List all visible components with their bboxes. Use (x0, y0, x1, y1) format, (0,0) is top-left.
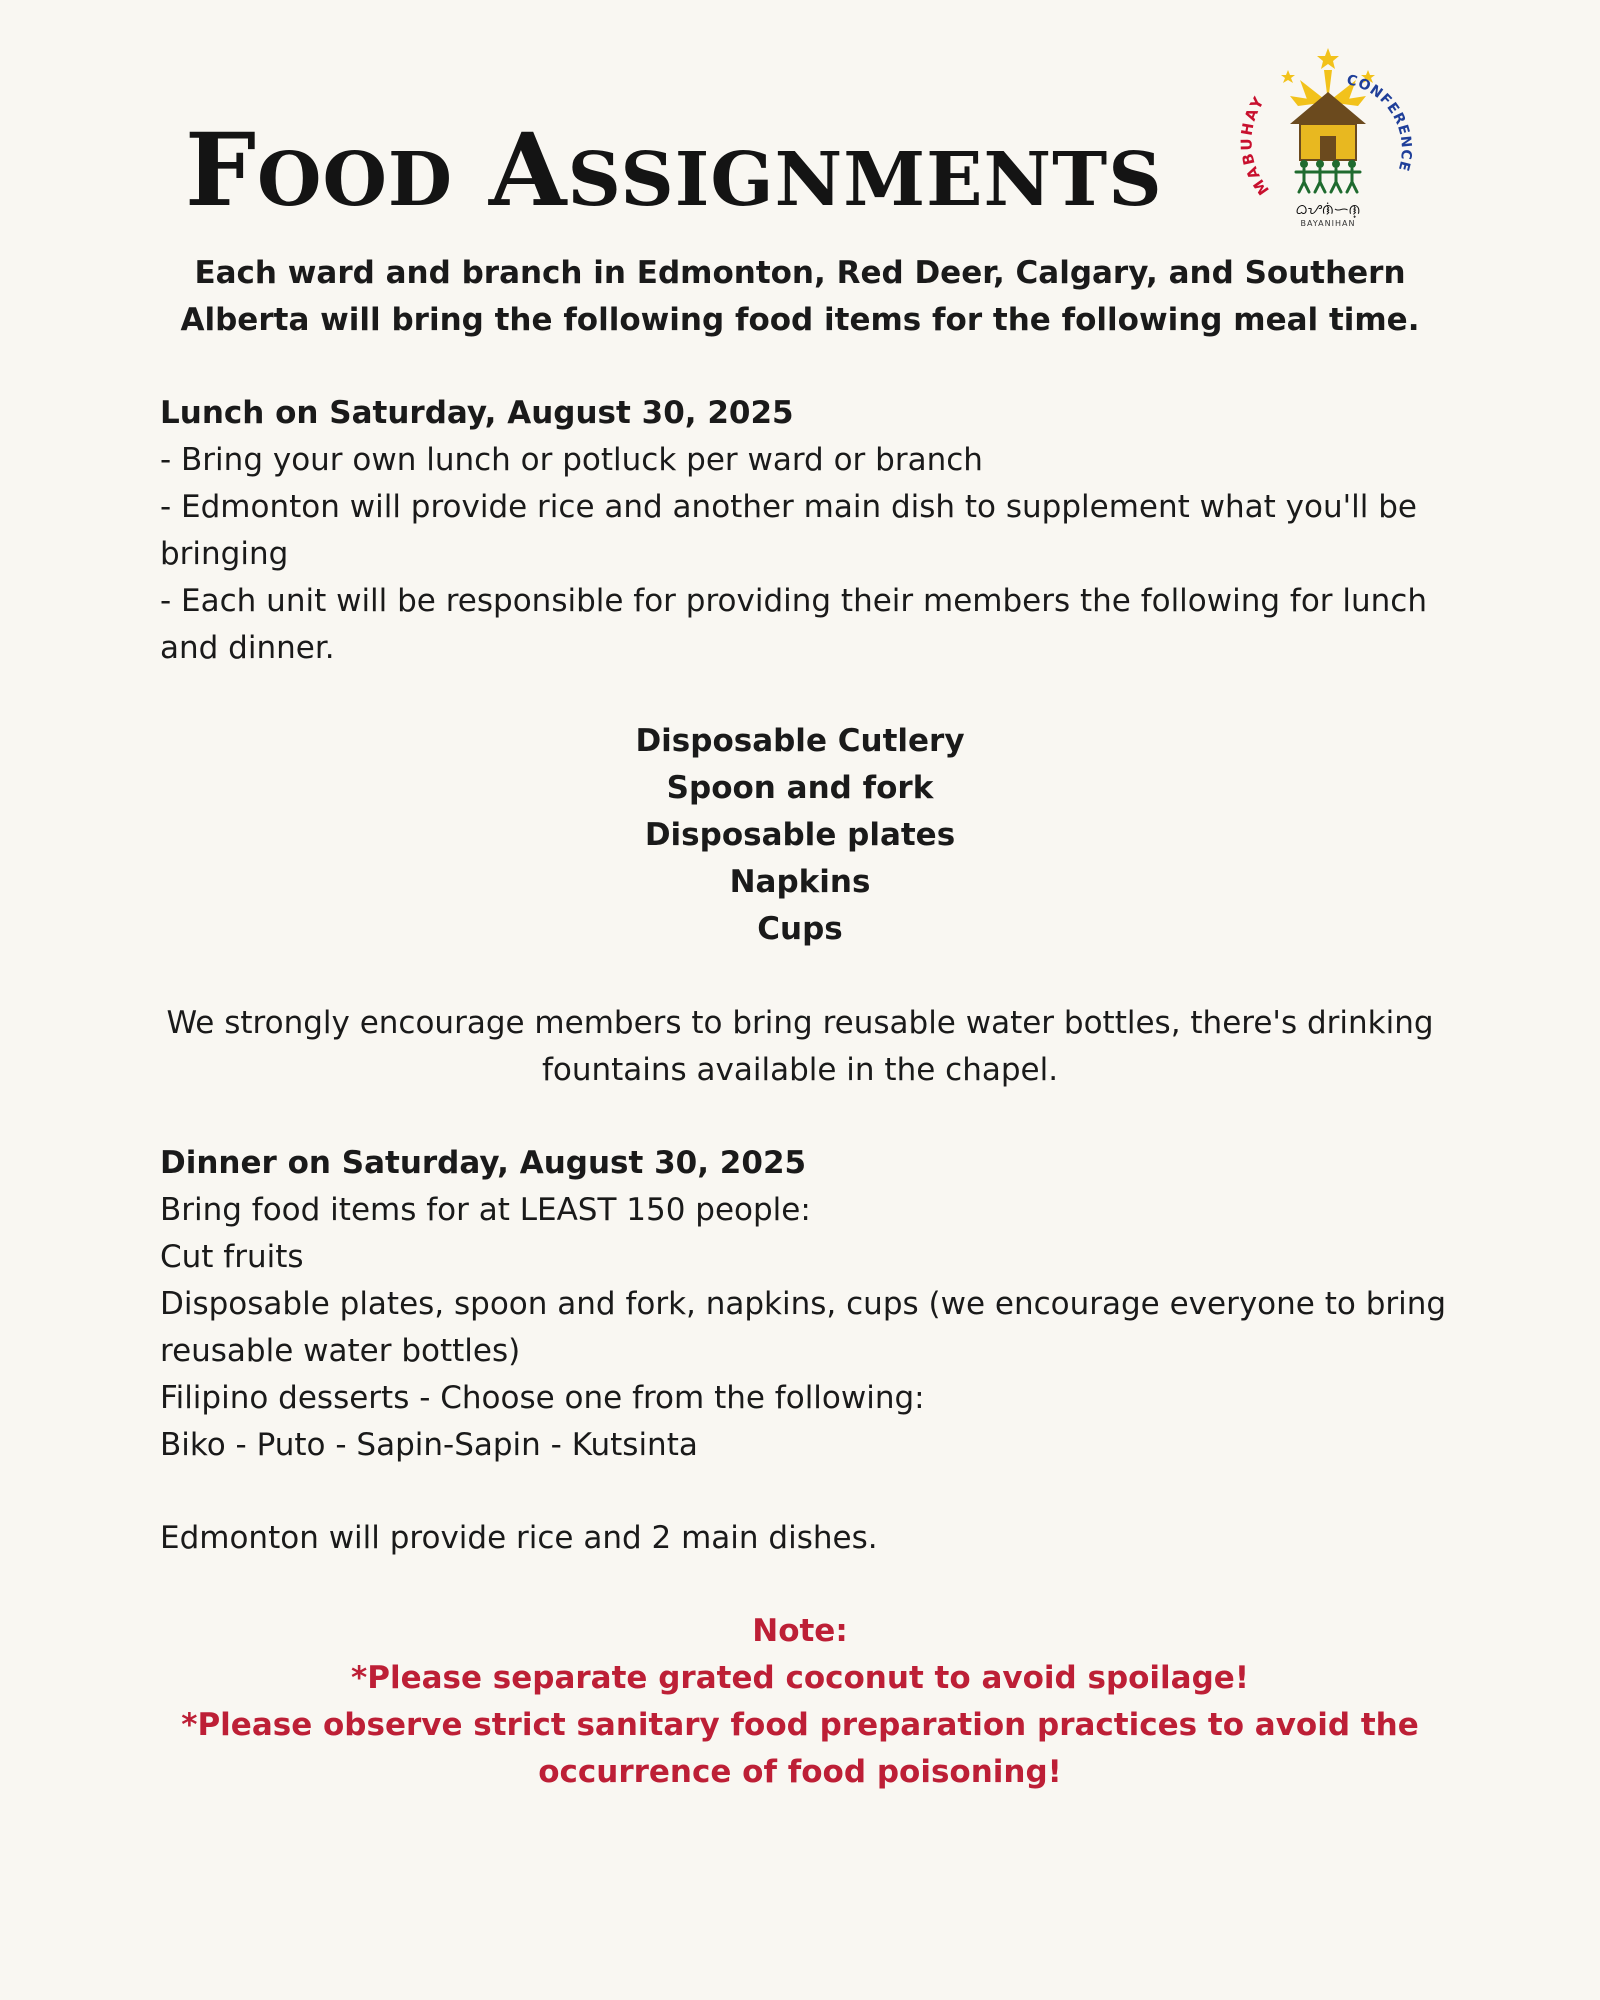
mabuhay-conference-logo (1228, 40, 1428, 240)
lunch-heading: Lunch on Saturday, August 30, 2025 (160, 395, 794, 431)
cutlery-item: Napkins (729, 864, 871, 900)
title-initial-2: A (488, 111, 568, 229)
lunch-line: - Bring your own lunch or potluck per ward or branch (160, 442, 983, 478)
star-icon (1317, 48, 1339, 69)
note-line: *Please separate grated coconut to avoid spoilage! (351, 1660, 1249, 1696)
logo-arc-left: MABUHAY (1237, 92, 1273, 199)
cutlery-item: Spoon and fork (666, 770, 934, 806)
lunch-line: - Edmonton will provide rice and another main dish to supplement what you'll be bringing (160, 489, 1417, 572)
logo-arc-right: CONFERENCE (1345, 72, 1415, 174)
edmonton-note-section (160, 1515, 1460, 1562)
dinner-line: Cut fruits (160, 1239, 304, 1275)
lunch-line: - Each unit will be responsible for providing their members the following for lunch and dinner. (160, 583, 1427, 666)
dinner-line: Bring food items for at LEAST 150 people: (160, 1192, 811, 1228)
logo-caption: BAYANIHAN (1300, 219, 1356, 228)
intro-text: Each ward and branch in Edmonton, Red Deer, Calgary, and Southern Alberta will bring the following food items for the following meal time. (180, 255, 1420, 338)
star-icon (1281, 70, 1295, 83)
title-rest-2: SSIGNMENTS (567, 137, 1163, 223)
cutlery-item: Disposable Cutlery (635, 723, 965, 759)
edmonton-note: Edmonton will provide rice and 2 main dishes. (160, 1520, 878, 1556)
cutlery-item: Disposable plates (644, 817, 956, 853)
dinner-line: Filipino desserts - Choose one from the following: (160, 1380, 925, 1416)
cutlery-item: Cups (757, 911, 843, 947)
warning-note (140, 1608, 1460, 1796)
title-rest-1: OOD (257, 137, 454, 223)
lunch-section (160, 390, 1460, 672)
note-label: Note: (752, 1613, 848, 1649)
note-line: *Please observe strict sanitary food preparation practices to avoid the occurrence of food poisoning! (181, 1707, 1419, 1790)
dinner-section (160, 1140, 1460, 1469)
title-initial-1: F (185, 111, 257, 229)
cutlery-list (300, 718, 1300, 953)
water-bottle-note: We strongly encourage members to bring reusable water bottles, there's drinking fountains available in the chapel. (166, 1005, 1434, 1088)
page-title (185, 105, 1163, 245)
dinner-line: Biko - Puto - Sapin-Sapin - Kutsinta (160, 1427, 698, 1463)
dinner-heading: Dinner on Saturday, August 30, 2025 (160, 1145, 807, 1181)
people-icon (1296, 160, 1360, 192)
dinner-line: Disposable plates, spoon and fork, napkins, cups (we encourage everyone to bring reusable water bottles) (160, 1286, 1447, 1369)
logo-script: ᜊᜌᜈᜒᜑᜈ᜔ (1295, 202, 1361, 218)
